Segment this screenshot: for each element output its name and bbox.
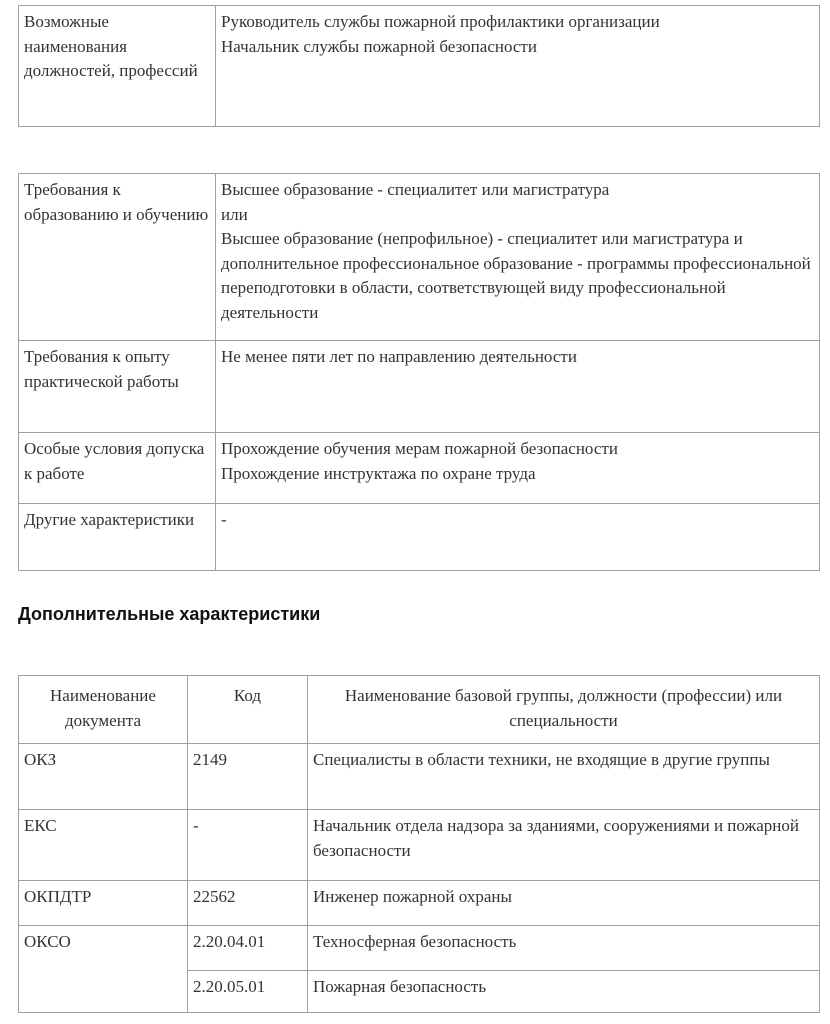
code-cell: 2.20.04.01 (188, 926, 308, 971)
table-row (19, 881, 820, 926)
doc-cell: ОКЗ (19, 744, 188, 810)
additional-characteristics-table (18, 675, 820, 1013)
table-row (19, 810, 820, 881)
code-cell: 2149 (188, 744, 308, 810)
job-titles-table (18, 5, 820, 127)
doc-cell: ОКПДТР (19, 881, 188, 926)
row-value (216, 174, 820, 341)
row-label: Требования к образованию и обучению (19, 174, 216, 341)
code-cell: 2.20.05.01 (188, 971, 308, 1013)
section-heading: Дополнительные характеристики (18, 604, 321, 624)
doc-cell: ЕКС (19, 810, 188, 881)
code-cell: - (188, 810, 308, 881)
name-cell: Начальник отдела надзора за зданиями, сооружениями и пожарной безопасности (308, 810, 820, 881)
name-cell: Техносферная безопасность (308, 926, 820, 971)
value-line: Высшее образование (непрофильное) - специалитет или магистратура и дополнительное профессиональное образование - программы профессиональной переподготовки в области, соответствующей виду профессиональной деятельности (221, 229, 811, 322)
table-row (19, 341, 820, 433)
table-row (19, 504, 820, 571)
name-cell: Инженер пожарной охраны (308, 881, 820, 926)
code-cell: 22562 (188, 881, 308, 926)
value-line: Высшее образование - специалитет или магистратура (221, 180, 610, 199)
value-line: Руководитель службы пожарной профилактики организации (221, 12, 660, 31)
table-row (19, 6, 820, 127)
row-label: Другие характеристики (19, 504, 216, 571)
table-header-row (19, 676, 820, 744)
table-row (19, 174, 820, 341)
row-label: Возможные наименования должностей, профессий (19, 6, 216, 127)
table-row (19, 433, 820, 504)
row-label: Особые условия допуска к работе (19, 433, 216, 504)
value-line: или (221, 204, 248, 224)
column-header: Наименование документа (19, 676, 188, 744)
requirements-table (18, 173, 820, 571)
value-line: Начальник службы пожарной безопасности (221, 36, 537, 56)
table-row (19, 926, 820, 971)
table-row (19, 744, 820, 810)
name-cell: Пожарная безопасность (308, 971, 820, 1013)
row-label: Требования к опыту практической работы (19, 341, 216, 433)
doc-cell: ОКСО (19, 926, 188, 1013)
value-line: Прохождение обучения мерам пожарной безопасности (221, 439, 618, 458)
row-value: Не менее пяти лет по направлению деятельности (216, 341, 820, 433)
row-value: - (216, 504, 820, 571)
row-value (216, 6, 820, 127)
column-header: Наименование базовой группы, должности (профессии) или специальности (308, 676, 820, 744)
value-line: Прохождение инструктажа по охране труда (221, 463, 536, 483)
column-header: Код (188, 676, 308, 744)
name-cell: Специалисты в области техники, не входящие в другие группы (308, 744, 820, 810)
row-value (216, 433, 820, 504)
